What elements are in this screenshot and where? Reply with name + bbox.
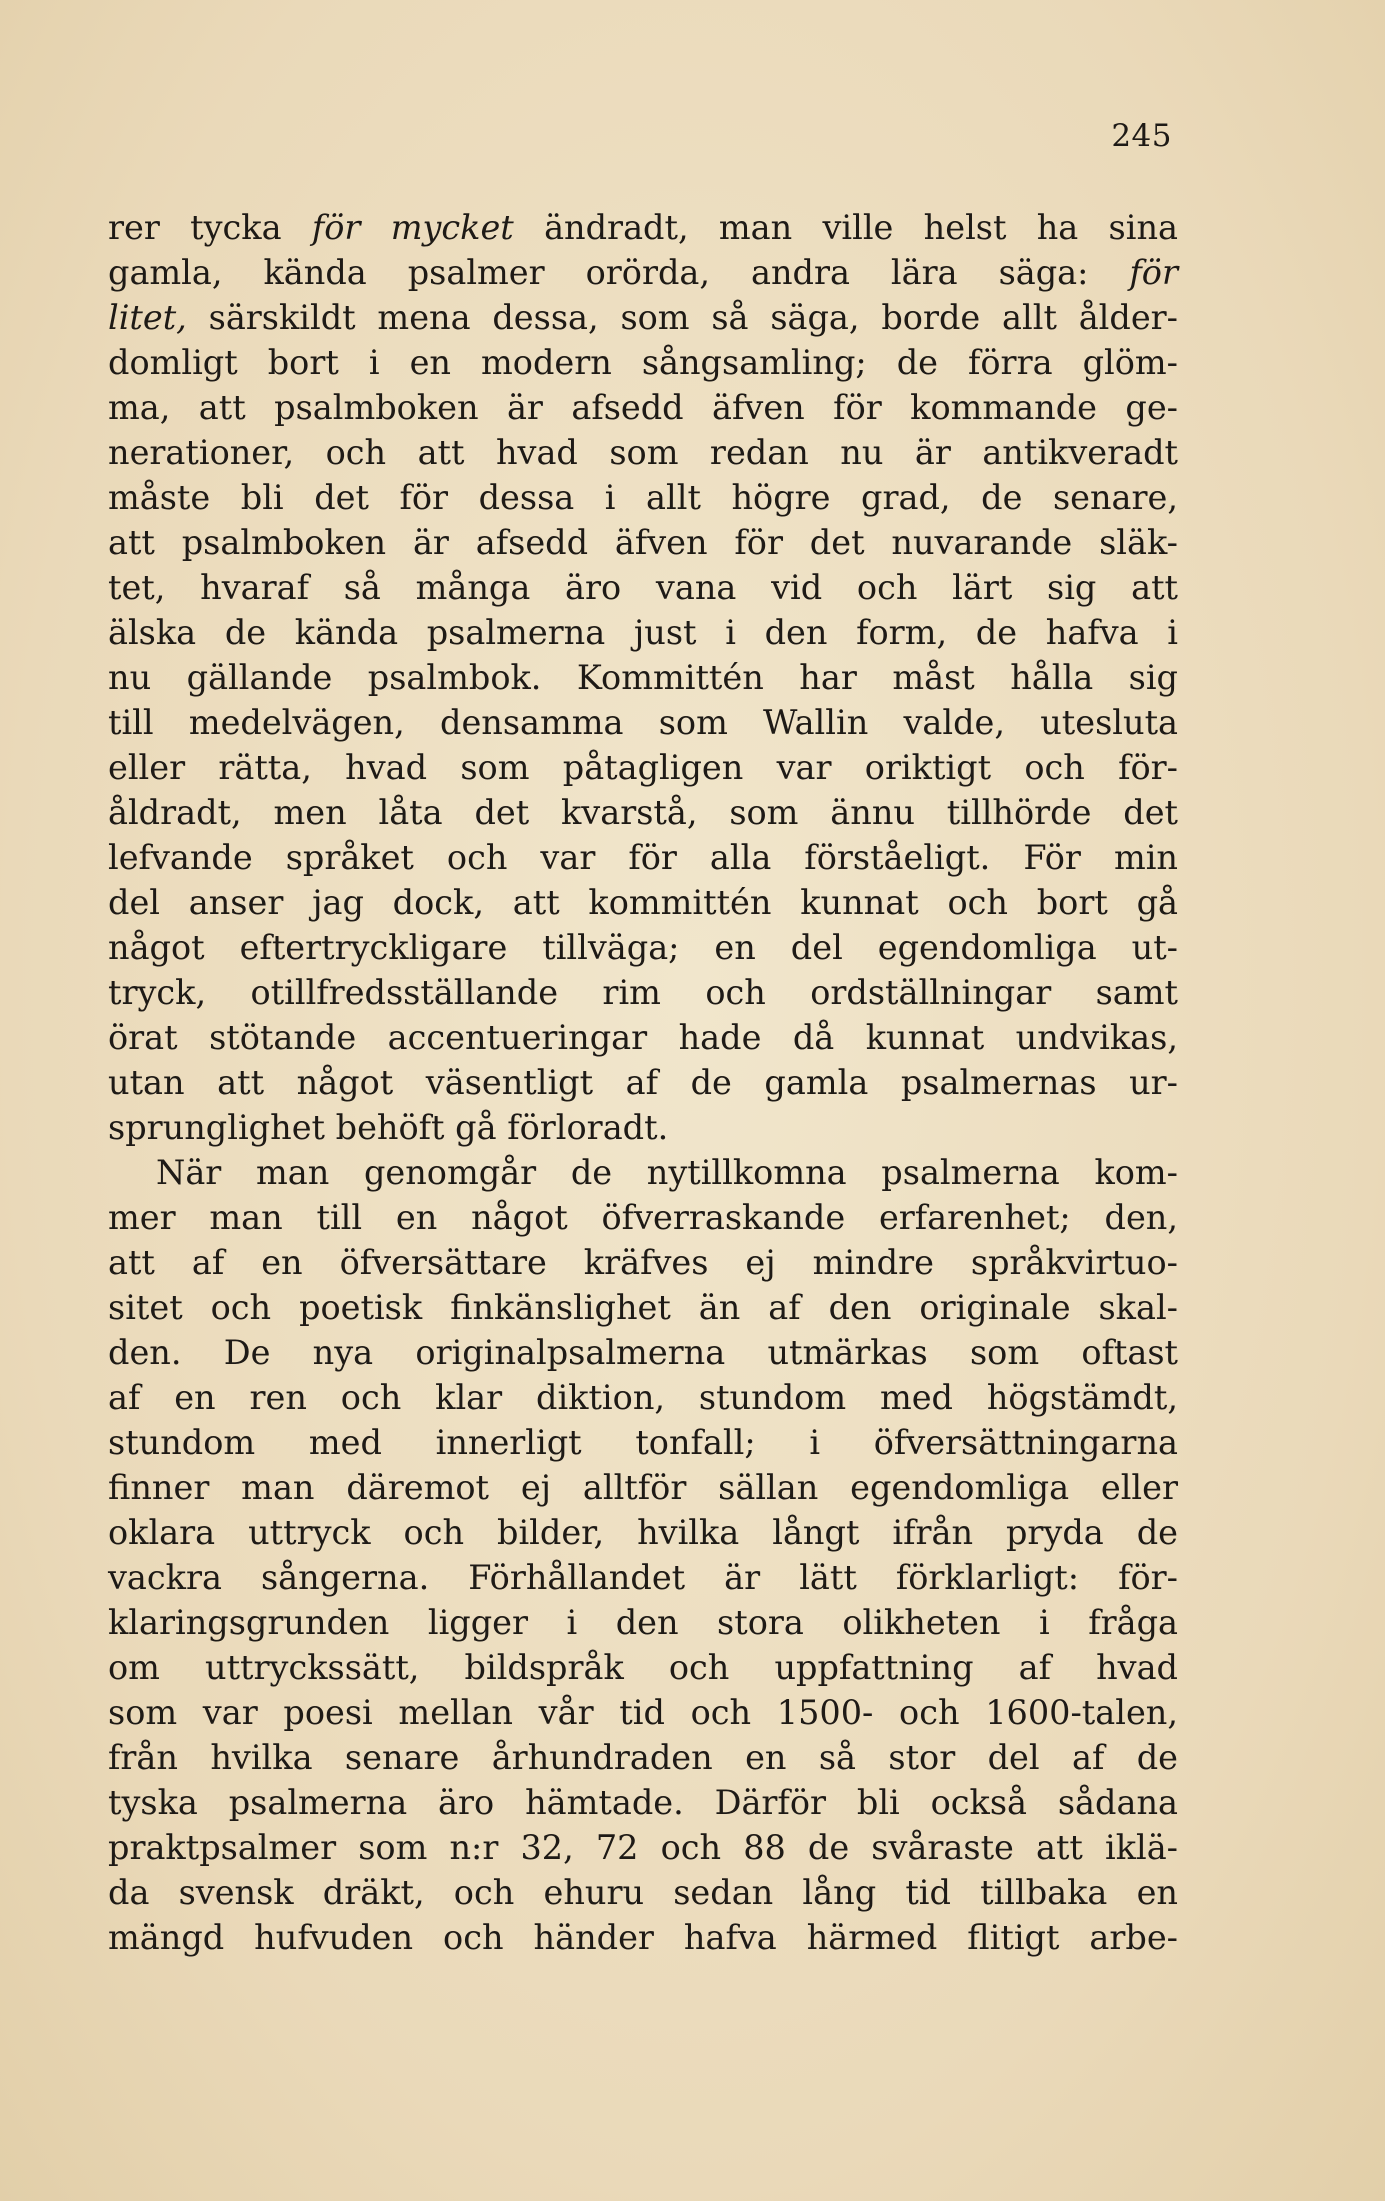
text-line <box>108 880 1178 925</box>
text-segment: mer man till en något öfverraskande erfarenhet; den, <box>108 1198 1178 1237</box>
text-segment: vackra sångerna. Förhållandet är lätt förklarligt: för- <box>108 1558 1178 1597</box>
text-line <box>108 295 1178 340</box>
text-line <box>108 1240 1178 1285</box>
text-segment: När man genomgår de nytillkomna psalmerna kom- <box>156 1153 1178 1192</box>
text-segment: mängd hufvuden och händer hafva härmed flitigt arbe- <box>108 1918 1178 1957</box>
text-line <box>108 250 1178 295</box>
text-line <box>108 1645 1178 1690</box>
text-segment: älska de kända psalmerna just i den form, de hafva i <box>108 613 1178 652</box>
text-segment: stundom med innerligt tonfall; i öfversättningarna <box>108 1423 1178 1462</box>
text-segment: ändradt, man ville helst ha sina <box>513 208 1179 247</box>
text-segment: till medelvägen, densamma som Wallin valde, utesluta <box>108 703 1178 742</box>
text-line <box>108 1150 1178 1195</box>
text-line <box>108 430 1178 475</box>
text-line <box>108 1465 1178 1510</box>
text-line <box>108 790 1178 835</box>
text-line <box>108 610 1178 655</box>
text-line <box>108 1780 1178 1825</box>
text-line <box>108 1375 1178 1420</box>
text-segment: tyska psalmerna äro hämtade. Därför bli också sådana <box>108 1783 1178 1822</box>
text-segment: något eftertryckligare tillväga; en del egendomliga ut- <box>108 928 1178 967</box>
text-segment: nerationer, och att hvad som redan nu är antikveradt <box>108 433 1178 472</box>
text-segment: sitet och poetisk finkänslighet än af den originale skal- <box>108 1288 1178 1327</box>
text-segment: att psalmboken är afsedd äfven för det nuvarande släk- <box>108 523 1178 562</box>
page-number: 245 <box>1111 118 1172 154</box>
text-segment: oklara uttryck och bilder, hvilka långt ifrån pryda de <box>108 1513 1178 1552</box>
text-segment: som var poesi mellan vår tid och 1500- och 1600-talen, <box>108 1693 1178 1732</box>
text-segment: eller rätta, hvad som påtagligen var oriktigt och för- <box>108 748 1178 787</box>
text-segment: från hvilka senare århundraden en så stor del af de <box>108 1738 1178 1777</box>
text-segment: praktpsalmer som n:r 32, 72 och 88 de svåraste att iklä- <box>108 1828 1178 1867</box>
italic-text: för <box>1129 253 1178 292</box>
text-line <box>108 1420 1178 1465</box>
text-line <box>108 970 1178 1015</box>
italic-text: litet, <box>108 298 187 337</box>
text-line <box>108 1735 1178 1780</box>
text-segment: åldradt, men låta det kvarstå, som ännu tillhörde det <box>108 793 1178 832</box>
text-line <box>108 700 1178 745</box>
text-segment: finner man däremot ej alltför sällan egendomliga eller <box>108 1468 1178 1507</box>
text-line <box>108 1555 1178 1600</box>
text-segment: utan att något väsentligt af de gamla psalmernas ur- <box>108 1063 1178 1102</box>
text-line <box>108 1510 1178 1555</box>
text-segment: lefvande språket och var för alla förståeligt. För min <box>108 838 1178 877</box>
text-line <box>108 475 1178 520</box>
text-line <box>108 1825 1178 1870</box>
text-line <box>108 1105 1178 1150</box>
text-line <box>108 1285 1178 1330</box>
text-segment: af en ren och klar diktion, stundom med högstämdt, <box>108 1378 1178 1417</box>
text-line <box>108 1060 1178 1105</box>
text-segment: den. De nya originalpsalmerna utmärkas som oftast <box>108 1333 1178 1372</box>
text-line <box>108 205 1178 250</box>
text-segment: da svensk dräkt, och ehuru sedan lång tid tillbaka en <box>108 1873 1178 1912</box>
text-segment: att af en öfversättare kräfves ej mindre språkvirtuo- <box>108 1243 1178 1282</box>
text-segment: domligt bort i en modern sångsamling; de förra glöm- <box>108 343 1178 382</box>
text-line <box>108 1600 1178 1645</box>
text-line <box>108 835 1178 880</box>
text-segment: tryck, otillfredsställande rim och ordställningar samt <box>108 973 1178 1012</box>
text-segment: nu gällande psalmbok. Kommittén har måst hålla sig <box>108 658 1178 697</box>
text-line <box>108 1195 1178 1240</box>
text-line <box>108 520 1178 565</box>
text-segment: ma, att psalmboken är afsedd äfven för kommande ge- <box>108 388 1178 427</box>
text-segment: särskildt mena dessa, som så säga, borde allt ålder- <box>186 298 1178 337</box>
text-line <box>108 1330 1178 1375</box>
text-segment: örat stötande accentueringar hade då kunnat undvikas, <box>108 1018 1178 1057</box>
text-line <box>108 1015 1178 1060</box>
body-text <box>108 205 1178 1960</box>
text-segment: del anser jag dock, att kommittén kunnat och bort gå <box>108 883 1178 922</box>
text-segment: rer tycka <box>108 208 312 247</box>
text-segment: måste bli det för dessa i allt högre grad, de senare, <box>108 478 1178 517</box>
text-segment: om uttryckssätt, bildspråk och uppfattning af hvad <box>108 1648 1178 1687</box>
text-line <box>108 340 1178 385</box>
text-segment: gamla, kända psalmer orörda, andra lära säga: <box>108 253 1130 292</box>
text-line <box>108 655 1178 700</box>
text-line <box>108 925 1178 970</box>
text-segment: tet, hvaraf så många äro vana vid och lärt sig att <box>108 568 1178 607</box>
text-line <box>108 1915 1178 1960</box>
text-line <box>108 385 1178 430</box>
text-line <box>108 1870 1178 1915</box>
text-line <box>108 565 1178 610</box>
text-segment: sprunglighet behöft gå förloradt. <box>108 1108 669 1147</box>
text-line <box>108 745 1178 790</box>
text-segment: klaringsgrunden ligger i den stora olikheten i fråga <box>108 1603 1178 1642</box>
text-line <box>108 1690 1178 1735</box>
italic-text: för mycket <box>311 208 514 247</box>
